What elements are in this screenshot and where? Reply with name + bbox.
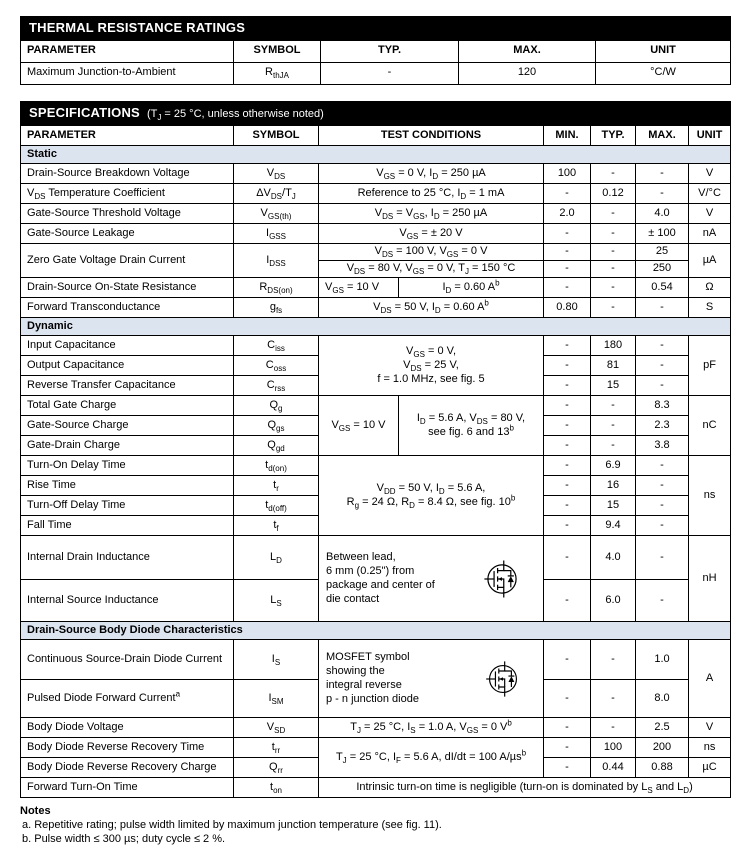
col-header-parameter: PARAMETER [21,125,234,146]
thermal-header-row [21,40,731,62]
cond-cell: $V_{DS} = 100$ V, $V_{GS} = 0$ V [319,244,544,261]
symbol-cell: $Q_{rr}$ [234,758,319,778]
param-cell: Forward Turn-On Time [21,778,234,798]
max-cell: - [636,376,689,396]
param-cell: Gate-Source Threshold Voltage [21,204,234,224]
min-cell: 0.80 [544,298,591,318]
symbol-cell: $V_{SD}$ [234,718,319,738]
typ-cell: - [591,640,636,680]
typ-cell: 81 [591,356,636,376]
thermal-title-bar [21,17,731,41]
max-cell: 0.88 [636,758,689,778]
section-label: Dynamic [21,318,731,336]
notes-section [20,805,730,845]
min-cell: - [544,640,591,680]
param-cell: Turn-On Delay Time [21,456,234,476]
mosfet-symbol-icon [482,658,524,700]
col-header-unit: UNIT [596,40,731,62]
table-row [21,396,731,416]
cond-cell: $V_{DS} = 50$ V, $I_D = 0.60$ $A^b$ [319,298,544,318]
symbol-cell: $C_{rss}$ [234,376,319,396]
max-cell: - [636,496,689,516]
notes-title: Notes [20,805,51,818]
section-row-dynamic [21,318,731,336]
symbol-cell: $t_{d(on)}$ [234,456,319,476]
param-cell: Gate-Drain Charge [21,436,234,456]
typ-cell: 6.0 [591,580,636,622]
table-row [21,164,731,184]
max-cell: - [636,184,689,204]
max-cell: - [636,336,689,356]
typ-cell: 0.12 [591,184,636,204]
cond-cell: $V_{GS} = 10$ V [319,278,399,298]
symbol-cell: $I_S$ [234,640,319,680]
max-cell: 25 [636,244,689,261]
max-cell: 3.8 [636,436,689,456]
typ-cell: - [591,278,636,298]
max-cell: 8.3 [636,396,689,416]
cond-text: MOSFET symbol showing the integral reverse p - n junction diode [326,651,419,705]
typ-cell: - [591,261,636,278]
cond-cell: $V_{DS} = V_{GS}$, $I_D = 250$ µA [319,204,544,224]
min-cell: - [544,718,591,738]
min-cell: - [544,436,591,456]
typ-cell: - [591,436,636,456]
symbol-cell: $C_{iss}$ [234,336,319,356]
col-header-conditions: TEST CONDITIONS [319,125,544,146]
param-cell: Internal Source Inductance [21,580,234,622]
max-cell: - [636,536,689,580]
min-cell: - [544,396,591,416]
col-header-typ: TYP. [321,40,459,62]
col-header-max: MAX. [459,40,596,62]
param-cell: Drain-Source On-State Resistance [21,278,234,298]
typ-cell: 180 [591,336,636,356]
symbol-cell: $t_{rr}$ [234,738,319,758]
min-cell: 100 [544,164,591,184]
cond-cell: $I_D = 0.60$ $A^b$ [399,278,544,298]
section-row-body-diode [21,622,731,640]
unit-cell: ns [689,456,731,536]
symbol-cell: $\Delta V_{DS}/T_J$ [234,184,319,204]
spec-subtitle: ($T_J = 25$ °C, unless otherwise noted) [146,107,324,122]
symbol-cell: $L_S$ [234,580,319,622]
param-cell: $V_{DS}$ Temperature Coefficient [21,184,234,204]
param-cell: Drain-Source Breakdown Voltage [21,164,234,184]
symbol-cell: $V_{GS(th)}$ [234,204,319,224]
unit-cell: V/°C [689,184,731,204]
min-cell: - [544,244,591,261]
table-row [21,204,731,224]
thermal-title-cell [21,17,731,41]
min-cell: - [544,516,591,536]
max-cell: 4.0 [636,204,689,224]
max-cell: - [636,298,689,318]
col-header-min: MIN. [544,125,591,146]
table-row [21,718,731,738]
mosfet-symbol-icon [480,557,524,601]
table-row [21,640,731,680]
max-cell: 8.0 [636,680,689,718]
unit-cell: nC [689,396,731,456]
min-cell: - [544,536,591,580]
min-cell: - [544,261,591,278]
cond-cell: $V_{GS} = 10$ V [319,396,399,456]
table-row [21,536,731,580]
typ-cell: 0.44 [591,758,636,778]
unit-cell: pF [689,336,731,396]
max-cell: - [636,580,689,622]
cond-cell: $V_{GS} = 0$ V, $I_D = 250$ µA [319,164,544,184]
symbol-cell: $t_r$ [234,476,319,496]
max-cell: 200 [636,738,689,758]
max-cell: - [636,476,689,496]
param-cell: Internal Drain Inductance [21,536,234,580]
typ-cell: - [591,204,636,224]
min-cell: - [544,758,591,778]
specifications-table [20,101,731,799]
typ-cell: - [591,718,636,738]
max-cell: - [636,356,689,376]
min-cell: 2.0 [544,204,591,224]
min-cell: - [544,224,591,244]
typ-cell: - [591,396,636,416]
max-cell: 120 [459,62,596,84]
thermal-resistance-table [20,16,731,85]
param-cell: Gate-Source Charge [21,416,234,436]
unit-cell: nA [689,224,731,244]
min-cell: - [544,184,591,204]
symbol-cell: $Q_{gd}$ [234,436,319,456]
symbol-cell: $L_D$ [234,536,319,580]
min-cell: - [544,416,591,436]
table-row [21,298,731,318]
symbol-cell: $Q_g$ [234,396,319,416]
thermal-title: THERMAL RESISTANCE RATINGS [29,20,246,35]
section-label: Static [21,146,731,164]
param-cell: Turn-Off Delay Time [21,496,234,516]
symbol-cell: $t_{d(off)}$ [234,496,319,516]
min-cell: - [544,580,591,622]
col-header-symbol: SYMBOL [234,125,319,146]
param-cell: Gate-Source Leakage [21,224,234,244]
symbol-cell: $R_{DS(on)}$ [234,278,319,298]
max-cell: 0.54 [636,278,689,298]
param-cell: Zero Gate Voltage Drain Current [21,244,234,278]
symbol-cell: $V_{DS}$ [234,164,319,184]
symbol-cell: $t_f$ [234,516,319,536]
cond-cell: $V_{GS} = 0$ V, $V_{DS} = 25$ V, f = 1.0 MHz, see fig. 5 [319,336,544,396]
cond-cell [319,536,544,622]
table-row [21,456,731,476]
min-cell: - [544,278,591,298]
min-cell: - [544,738,591,758]
unit-cell: µA [689,244,731,278]
cond-cell [319,640,544,718]
table-row [21,244,731,261]
typ-cell: 15 [591,376,636,396]
typ-cell: - [591,224,636,244]
typ-cell: - [321,62,459,84]
cond-cell: Reference to 25 °C, $I_D = 1$ mA [319,184,544,204]
symbol-cell: $R_{thJA}$ [234,62,321,84]
unit-cell: V [689,718,731,738]
table-row [21,62,731,84]
cond-text: Between lead, 6 mm (0.25") from package and center of die contact [326,551,435,605]
symbol-cell: $g_{fs}$ [234,298,319,318]
max-cell: 250 [636,261,689,278]
table-row [21,778,731,798]
unit-cell: V [689,164,731,184]
col-header-parameter: PARAMETER [21,40,234,62]
section-row-static [21,146,731,164]
typ-cell: 6.9 [591,456,636,476]
cond-cell: $T_J = 25$ °C, $I_S = 1.0$ A, $V_{GS} = 0$ $V^b$ [319,718,544,738]
typ-cell: - [591,298,636,318]
table-row [21,336,731,356]
min-cell: - [544,356,591,376]
min-cell: - [544,476,591,496]
param-cell: Forward Transconductance [21,298,234,318]
symbol-cell: $Q_{gs}$ [234,416,319,436]
table-row [21,184,731,204]
spec-title-cell [21,101,731,125]
unit-cell: V [689,204,731,224]
cond-cell: Intrinsic turn-on time is negligible (turn-on is dominated by $L_S$ and $L_D$) [319,778,731,798]
param-cell: Reverse Transfer Capacitance [21,376,234,396]
param-cell: Total Gate Charge [21,396,234,416]
param-cell: Rise Time [21,476,234,496]
typ-cell: 16 [591,476,636,496]
typ-cell: 9.4 [591,516,636,536]
min-cell: - [544,336,591,356]
symbol-cell: $C_{oss}$ [234,356,319,376]
col-header-max: MAX. [636,125,689,146]
max-cell: 2.5 [636,718,689,738]
typ-cell: 100 [591,738,636,758]
param-cell: Body Diode Reverse Recovery Charge [21,758,234,778]
param-cell: Continuous Source-Drain Diode Current [21,640,234,680]
col-header-unit: UNIT [689,125,731,146]
typ-cell: 15 [591,496,636,516]
cond-cell: $V_{GS}$ = ± 20 V [319,224,544,244]
unit-cell: S [689,298,731,318]
note-b: b. Pulse width ≤ 300 µs; duty cycle ≤ 2 %. [22,833,226,846]
spec-title-bar [21,101,731,125]
section-label: Drain-Source Body Diode Characteristics [21,622,731,640]
typ-cell: 4.0 [591,536,636,580]
typ-cell: - [591,164,636,184]
symbol-cell: $I_{SM}$ [234,680,319,718]
unit-cell: Ω [689,278,731,298]
col-header-symbol: SYMBOL [234,40,321,62]
symbol-cell: $t_{on}$ [234,778,319,798]
table-row [21,224,731,244]
param-cell: Body Diode Voltage [21,718,234,738]
cond-cell: $I_D = 5.6$ A, $V_{DS} = 80$ V, see fig. 6 and 13$^b$ [399,396,544,456]
min-cell: - [544,496,591,516]
min-cell: - [544,376,591,396]
spec-header-row [21,125,731,146]
typ-cell: - [591,244,636,261]
param-cell: Body Diode Reverse Recovery Time [21,738,234,758]
max-cell: - [636,164,689,184]
cond-cell: $V_{DD} = 50$ V, $I_D = 5.6$ A, $R_g = 24$ Ω, $R_D = 8.4$ Ω, see fig. 10$^b$ [319,456,544,536]
symbol-cell: $I_{GSS}$ [234,224,319,244]
col-header-typ: TYP. [591,125,636,146]
max-cell: 1.0 [636,640,689,680]
min-cell: - [544,680,591,718]
unit-cell: A [689,640,731,718]
table-row [21,278,731,298]
unit-cell: nH [689,536,731,622]
symbol-cell: $I_{DSS}$ [234,244,319,278]
unit-cell: °C/W [596,62,731,84]
note-a: a. Repetitive rating; pulse width limited by maximum junction temperature (see fig. 11). [22,819,442,832]
typ-cell: - [591,416,636,436]
min-cell: - [544,456,591,476]
cond-cell: $T_J = 25$ °C, $I_F = 5.6$ A, dI/dt = 100 A/µs$^b$ [319,738,544,778]
param-cell: Fall Time [21,516,234,536]
max-cell: 2.3 [636,416,689,436]
param-cell: Pulsed Diode Forward Current$^a$ [21,680,234,718]
unit-cell: µC [689,758,731,778]
cond-cell: $V_{DS} = 80$ V, $V_{GS} = 0$ V, $T_J = 150$ °C [319,261,544,278]
unit-cell: ns [689,738,731,758]
typ-cell: - [591,680,636,718]
spec-title: SPECIFICATIONS [29,104,140,120]
max-cell: ± 100 [636,224,689,244]
max-cell: - [636,516,689,536]
table-row [21,738,731,758]
param-cell: Input Capacitance [21,336,234,356]
param-cell: Output Capacitance [21,356,234,376]
max-cell: - [636,456,689,476]
param-cell: Maximum Junction-to-Ambient [21,62,234,84]
